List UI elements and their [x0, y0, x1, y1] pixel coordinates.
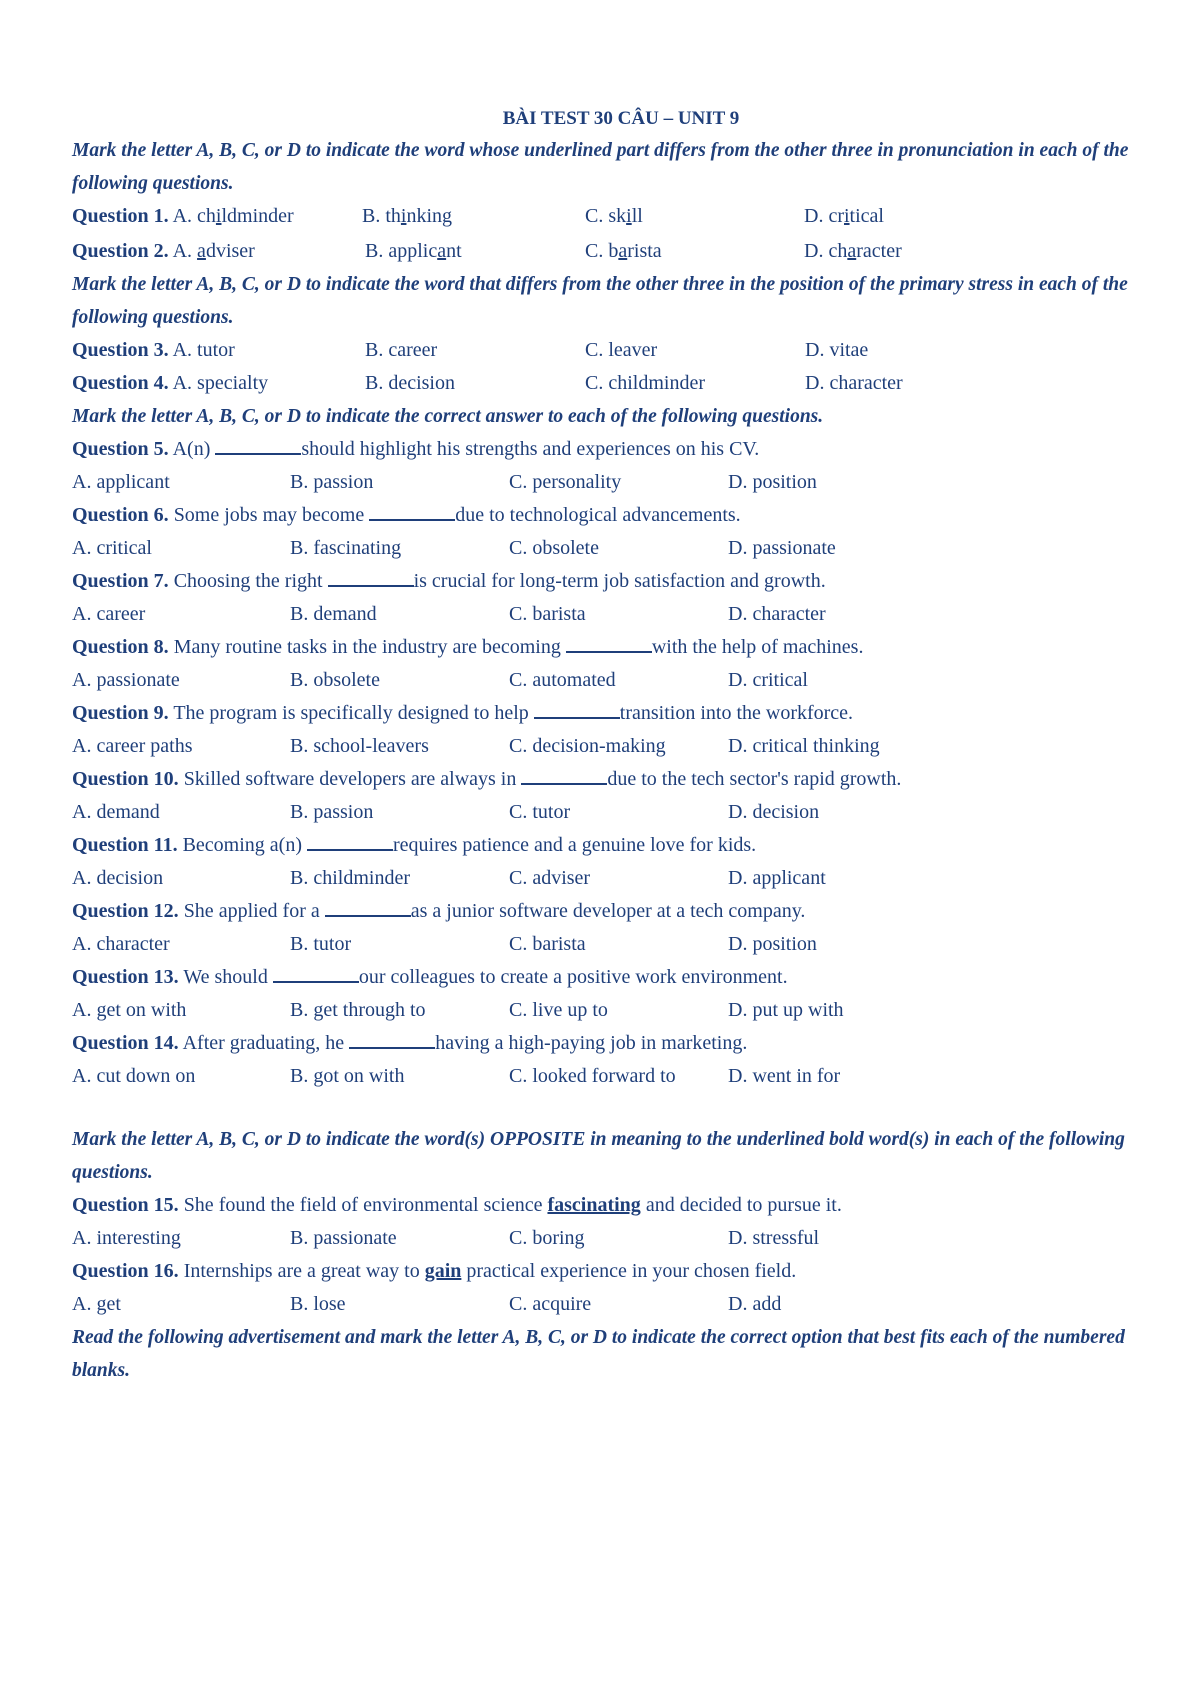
blank-questions [72, 433, 1152, 1093]
answer-blank [273, 963, 359, 983]
option-a: A. cut down on [72, 1065, 196, 1087]
question-13-options [72, 994, 1152, 1027]
option-a: A. get on with [72, 999, 187, 1021]
option-a: A. demand [72, 801, 160, 823]
question-16-options [72, 1288, 1152, 1321]
option-d: D. put up with [728, 999, 844, 1021]
option-a: A. applicant [72, 471, 170, 493]
answer-blank [566, 633, 652, 653]
question-7-options [72, 598, 1152, 631]
option-b: B. passionate [290, 1227, 397, 1249]
option-c: C. acquire [509, 1293, 592, 1315]
question-8-stem: Question 8. Many routine tasks in the industry are becoming with the help of machines. [72, 631, 1152, 664]
option-c: C. skill [585, 205, 643, 227]
question-13-stem: Question 13. We should our colleagues to create a positive work environment. [72, 961, 1152, 994]
answer-blank [534, 699, 620, 719]
option-c: C. adviser [509, 867, 591, 889]
question-15-stem: Question 15. She found the field of environmental science fascinating and decided to pursue it. [72, 1194, 842, 1216]
question-9-stem: Question 9. The program is specifically designed to help transition into the workforce. [72, 697, 1152, 730]
question-15-options [72, 1222, 1152, 1255]
answer-blank [349, 1029, 435, 1049]
option-a: A. childminder [172, 205, 294, 227]
option-c: C. barista [509, 933, 586, 955]
option-c: C. childminder [585, 372, 705, 394]
question-7-stem: Question 7. Choosing the right is crucial for long-term job satisfaction and growth. [72, 565, 1152, 598]
answer-blank [369, 501, 455, 521]
key-word: fascinating [547, 1194, 641, 1216]
question-12-stem: Question 12. She applied for a as a junior software developer at a tech company. [72, 895, 1152, 928]
option-a: A. career paths [72, 735, 193, 757]
question-16-stem: Question 16. Internships are a great way to gain practical experience in your chosen field. [72, 1260, 797, 1282]
answer-blank [325, 897, 411, 917]
question-6-stem: Question 6. Some jobs may become due to technological advancements. [72, 499, 1152, 532]
option-b: B. decision [365, 372, 455, 394]
option-d: D. vitae [805, 339, 869, 361]
option-b: B. school-leavers [290, 735, 429, 757]
option-c: C. boring [509, 1227, 585, 1249]
option-a: A. interesting [72, 1227, 181, 1249]
option-d: D. add [728, 1293, 782, 1315]
question-9-options [72, 730, 1152, 763]
option-a: A. career [72, 603, 146, 625]
instruction-opposite: Mark the letter A, B, C, or D to indicate the word(s) OPPOSITE in meaning to the underlined bold word(s) in each of the following questions. [72, 1129, 1125, 1183]
option-b: B. career [365, 339, 438, 361]
page-title: BÀI TEST 30 CÂU – UNIT 9 [502, 108, 740, 129]
option-a: A. critical [72, 537, 152, 559]
question-5-options [72, 466, 1152, 499]
option-a: A. passionate [72, 669, 180, 691]
question-2: Question 2. A. adviser B. applicant C. barista D. character [72, 235, 1152, 268]
option-c: C. obsolete [509, 537, 599, 559]
question-10-options [72, 796, 1152, 829]
option-a: A. adviser [172, 240, 255, 262]
option-d: D. character [804, 240, 902, 262]
question-1: Question 1. A. childminder B. thinking C. skill D. critical [72, 200, 1152, 233]
question-8-options [72, 664, 1152, 697]
answer-blank [328, 567, 414, 587]
option-b: B. applicant [365, 240, 462, 262]
option-d: D. applicant [728, 867, 826, 889]
option-b: B. obsolete [290, 669, 380, 691]
question-11-options [72, 862, 1152, 895]
option-d: D. character [805, 372, 903, 394]
question-6-options [72, 532, 1152, 565]
question-12-options [72, 928, 1152, 961]
option-a: A. tutor [172, 339, 235, 361]
option-b: B. thinking [362, 205, 453, 227]
worksheet-page [72, 108, 1152, 1387]
question-14-options [72, 1060, 1152, 1093]
answer-blank [307, 831, 393, 851]
option-c: C. automated [509, 669, 616, 691]
option-d: D. passionate [728, 537, 836, 559]
option-b: B. passion [290, 801, 374, 823]
question-5-stem: Question 5. A(n) should highlight his strengths and experiences on his CV. [72, 433, 1152, 466]
option-c: C. tutor [509, 801, 571, 823]
option-d: D. position [728, 933, 817, 955]
option-a: A. specialty [172, 372, 269, 394]
option-c: C. leaver [585, 339, 658, 361]
question-14-stem: Question 14. After graduating, he having a high-paying job in marketing. [72, 1027, 1152, 1060]
answer-blank [521, 765, 607, 785]
option-b: B. get through to [290, 999, 426, 1021]
option-d: D. position [728, 471, 817, 493]
option-c: C. personality [509, 471, 622, 493]
option-c: C. barista [585, 240, 662, 262]
option-b: B. fascinating [290, 537, 402, 559]
question-3: Question 3. A. tutor B. career C. leaver D. vitae [72, 334, 1152, 367]
instruction-correct-answer: Mark the letter A, B, C, or D to indicate the correct answer to each of the following questions. [72, 406, 824, 427]
option-b: B. lose [290, 1293, 346, 1315]
option-d: D. went in for [728, 1065, 841, 1087]
option-d: D. character [728, 603, 826, 625]
option-c: C. decision-making [509, 735, 666, 757]
option-b: B. tutor [290, 933, 352, 955]
option-d: D. critical [728, 669, 808, 691]
option-a: A. character [72, 933, 170, 955]
option-c: C. live up to [509, 999, 608, 1021]
option-d: D. critical thinking [728, 735, 880, 757]
question-10-stem: Question 10. Skilled software developers are always in due to the tech sector's rapid growth. [72, 763, 1152, 796]
option-b: B. demand [290, 603, 377, 625]
option-b: B. childminder [290, 867, 410, 889]
option-c: C. barista [509, 603, 586, 625]
instruction-pronunciation: Mark the letter A, B, C, or D to indicate the word whose underlined part differs from the other three in pronunciation in each of the following questions. [72, 140, 1129, 194]
option-d: D. decision [728, 801, 820, 823]
instruction-stress: Mark the letter A, B, C, or D to indicate the word that differs from the other three in the position of the primary stress in each of the following questions. [72, 274, 1128, 328]
question-4: Question 4. A. specialty B. decision C. childminder D. character [72, 367, 1152, 400]
option-a: A. get [72, 1293, 121, 1315]
question-11-stem: Question 11. Becoming a(n) requires patience and a genuine love for kids. [72, 829, 1152, 862]
option-b: B. passion [290, 471, 374, 493]
option-d: D. critical [804, 205, 884, 227]
option-b: B. got on with [290, 1065, 405, 1087]
option-d: D. stressful [728, 1227, 820, 1249]
answer-blank [215, 435, 301, 455]
instruction-reading: Read the following advertisement and mark the letter A, B, C, or D to indicate the correct option that best fits each of the numbered blanks. [72, 1327, 1125, 1381]
option-c: C. looked forward to [509, 1065, 676, 1087]
option-a: A. decision [72, 867, 164, 889]
key-word: gain [424, 1260, 462, 1282]
